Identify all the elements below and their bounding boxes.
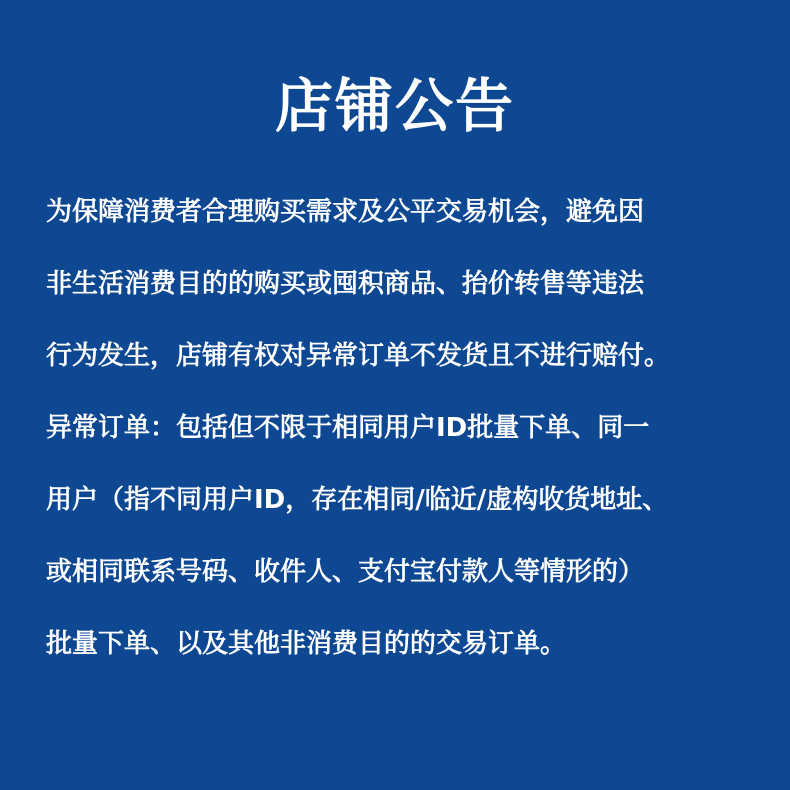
notice-line-3: 行为发生，店铺有权对异常订单不发货且不进行赔付。 [46, 341, 671, 371]
notice-line-6: 或相同联系号码、收件人、支付宝付款人等情形的） [46, 557, 645, 587]
notice-line-5: 用户（指不同用户ID，存在相同/临近/虚构收货地址、 [46, 485, 669, 515]
notice-line-4: 异常订单：包括但不限于相同用户ID批量下单、同一 [46, 413, 650, 443]
notice-line-1: 为保障消费者合理购买需求及公平交易机会，避免因 [46, 197, 645, 227]
notice-title: 店铺公告 [274, 72, 515, 140]
notice-line-2: 非生活消费目的的购买或囤积商品、抬价转售等违法 [46, 269, 645, 299]
notice-line-7: 批量下单、以及其他非消费目的的交易订单。 [46, 629, 567, 659]
